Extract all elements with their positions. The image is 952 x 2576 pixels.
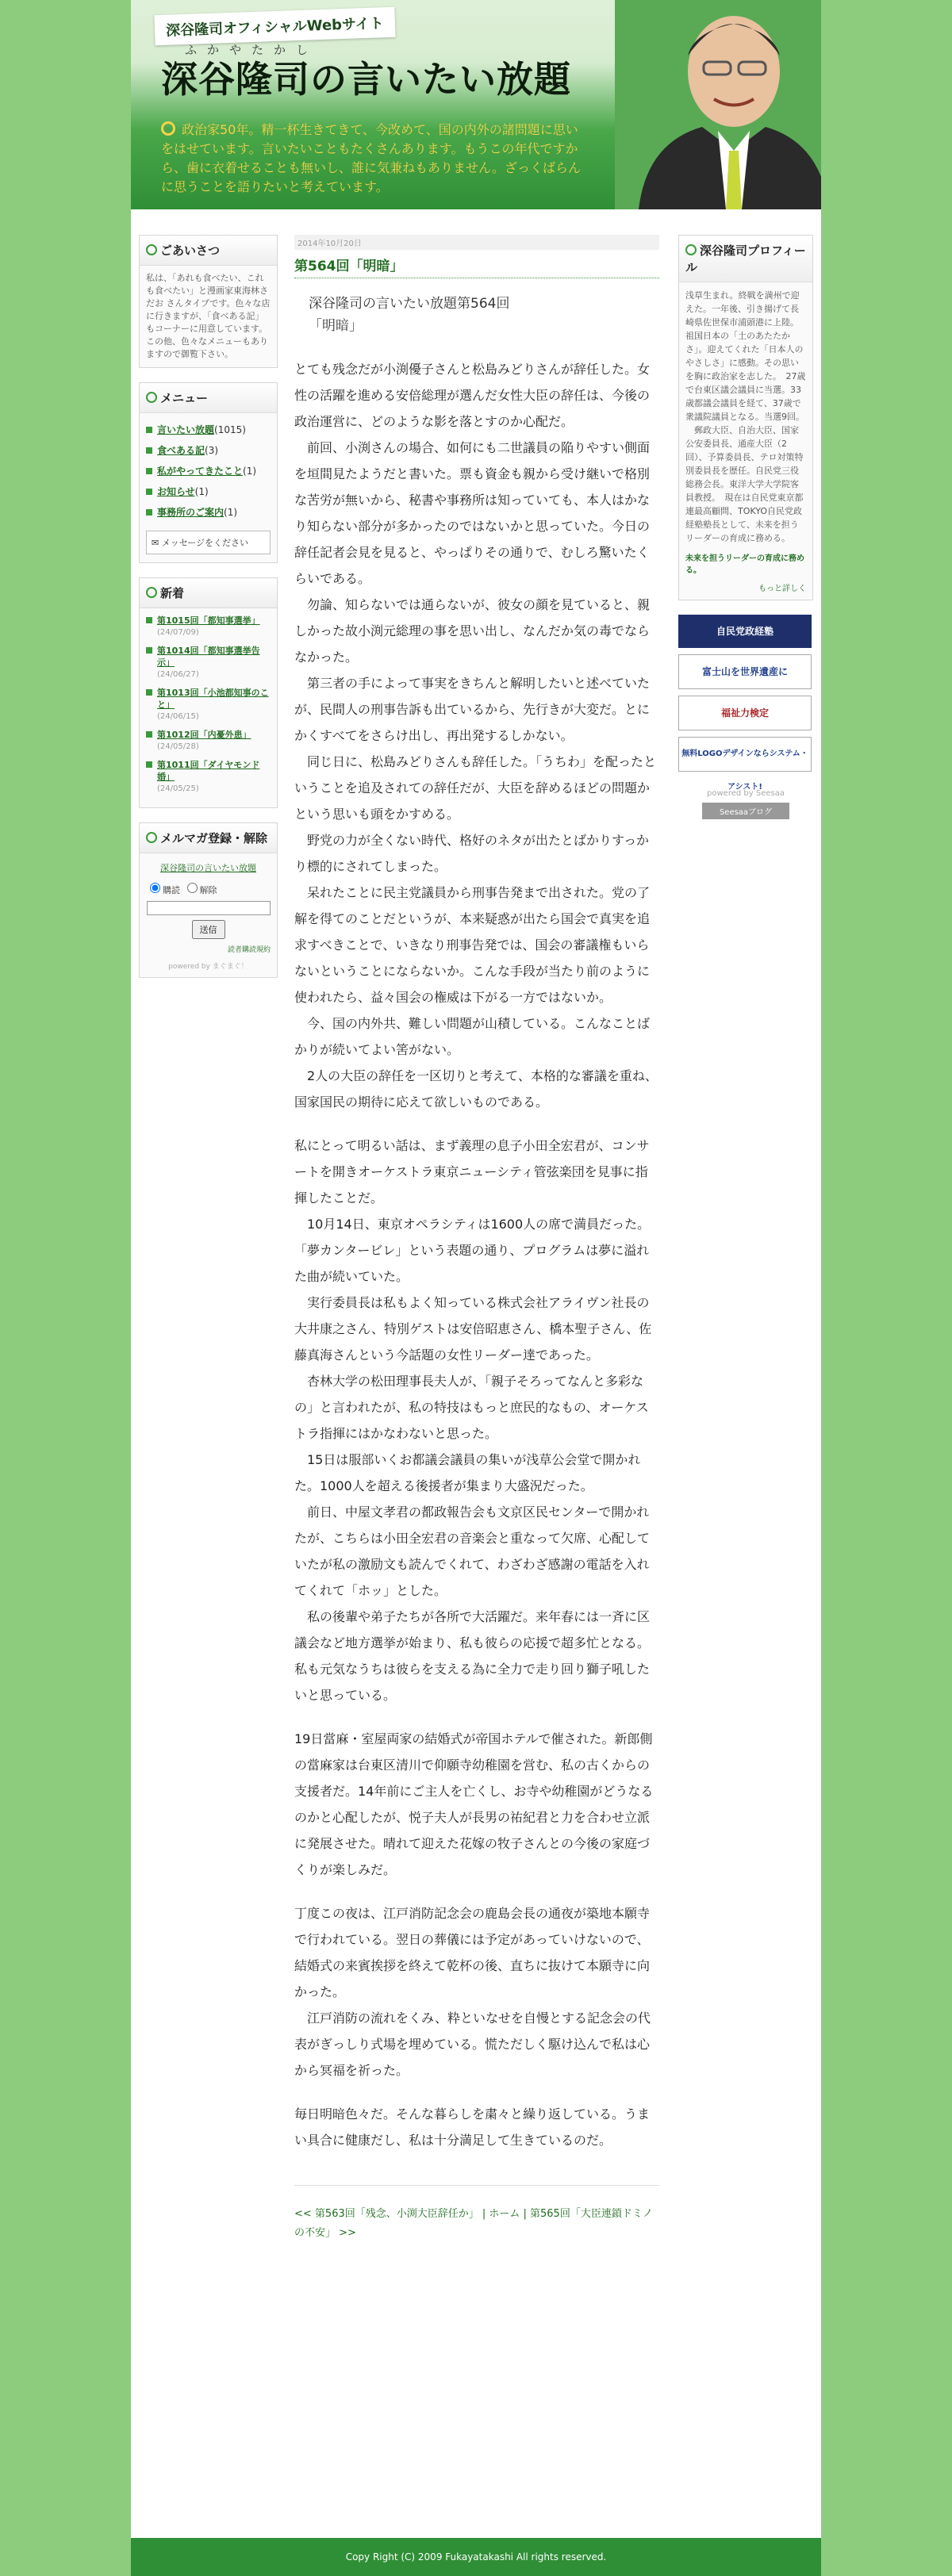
post-paragraph: 19日當麻・室屋両家の結婚式が帝国ホテルで催された。新郎側の當麻家は台東区清川で仰願寺幼稚園を営む、私の古くからの支援者だ。14年前にご主人を亡くし、お寺や幼稚園がどうなるのかと心配したが、悦子夫人が長男の祐紀君と力を合わせ立派に発展させた。晴れて迎えた花嫁の牧子さんとの今後の家庭づくりが楽しみだ。 (294, 1731, 654, 1877)
post-subtitle (294, 293, 659, 337)
news-item[interactable]: 第1013回「小池都知事のこと」 (24/06/15) (146, 687, 271, 723)
site-brand[interactable]: 深谷隆司オフィシャルWebサイト (154, 7, 395, 46)
seesaa-blog-button[interactable]: Seesaaブログ (702, 803, 789, 819)
menu-box (139, 382, 278, 563)
greeting-text: 私は、「あれも食べたい、これも食べたい」と漫画家東海林さだお さんタイプです。色々な店に行きますが、「食べある記」もコーナーに用意しています。この他、色々なメニューもありますので御覧下さい。 (146, 273, 271, 359)
post-body (294, 356, 659, 2153)
magazine-heading: メルマガ登録・解除 (140, 823, 277, 853)
post-date: 2014年10月20日 (294, 235, 659, 250)
site-lead (161, 121, 582, 197)
page (131, 0, 821, 2576)
profile-more-link[interactable]: もっと詳しく (758, 585, 806, 593)
news-box (139, 577, 278, 808)
lead-bullet-icon (161, 121, 175, 136)
post-subtitle-line-2: 「明暗」 (309, 318, 363, 334)
subscribe-radio[interactable] (150, 883, 160, 893)
magazine-link[interactable]: 深谷隆司の言いたい放題 (160, 863, 256, 873)
greeting-box (139, 235, 278, 368)
heading-bullet-icon (685, 244, 697, 255)
title-ruby: ふかやたかし (185, 43, 319, 57)
post-paragraph: 丁度この夜は、江戸消防記念会の鹿島会長の通夜が築地本願寺で行われている。翌日の葬儀には予定があっていけないので、結婚式の来賓挨拶を終えて乾杯の後、直ちに抜けて本願寺に向かった。 江戸消防の流れをくみ、粋といなせを自慢とする記念会の代表がぎっしり式場を埋めている。慌ただしく駆け込んで私は心から冥福を祈った。 (294, 1906, 651, 2078)
profile-text: 浅草生まれ。終戦を満州で迎えた。一年後、引き揚げて長崎県佐世保市浦頭港に上陸。祖国日本の「土のあたたかさ」。迎えてくれた「日本人のやさしさ」に感動。その思いを胸に政治家を志した。 27歳で台東区議会議員に当選。33歳都議会議員を経て、37歳で衆議院議員となる。当選9回。 郵政大臣、自治大臣、国家公安委員長、通産大臣（2回）、予算委員長、テロ対策特別委員長を歴任。自民党三役総務会長。東洋大学大学院客員教授。 現在は自民党東京都連最高顧問、TOKYO自民党政経塾塾長として、未来を担うリーダーの育成に務める。 (685, 290, 806, 543)
news-list (140, 608, 277, 807)
news-item[interactable]: 第1012回「内憂外患」 (24/05/28) (146, 729, 271, 753)
site-title[interactable]: 深谷隆司の言いたい放題 (161, 58, 571, 101)
right-sidebar (678, 235, 813, 824)
menu-bullet-icon (146, 489, 152, 495)
post-paragraph: 毎日明暗色々だ。そんな暮らしを粛々と繰り返している。うまい具合に健康だし、私は十分満足して生きているのだ。 (294, 2106, 651, 2148)
greeting-heading: ごあいさつ (140, 236, 277, 266)
heading-bullet-icon (146, 392, 157, 403)
menu-bullet-icon (146, 468, 152, 474)
banner-logo-design[interactable]: 無料LOGOデザインならシステム・アシスト! (678, 737, 812, 772)
menu-item-yattekita[interactable]: 私がやってきたこと(1) (146, 461, 271, 481)
menu-list (140, 413, 277, 529)
magazine-radio-group: 購読 解除 (140, 880, 277, 896)
profile-box (678, 235, 813, 600)
news-item[interactable]: 第1011回「ダイヤモンド婚」 (24/05/25) (146, 759, 271, 795)
heading-bullet-icon (146, 587, 157, 598)
menu-item-taberuki[interactable]: 食べある記(3) (146, 440, 271, 461)
send-button[interactable]: 送信 (192, 920, 225, 939)
menu-bullet-icon (146, 509, 152, 516)
menu-bullet-icon (146, 447, 152, 454)
post-paragraph: 私にとって明るい話は、まず義理の息子小田全宏君が、コンサートを開きオーケストラ東京ニューシティ管弦楽団を見事に指揮したことだ。 10月14日、東京オペラシティは1600人の席で満員だった。「夢カンタービレ」という表題の通り、プログラムは夢に溢れた曲が続いていた。 実行委員長は私もよく知っている株式会社アライヴン社長の大井康之さん、特別ゲストは安倍昭恵さん、橋本聖子さん、佐藤真海さんという今話題の女性リーダー達であった。 杏林大学の松田理事長夫人が、「親子そろってなんと多彩なの」と言われたが、私の特技はもっと庶民的なもの、オーケストラ指揮にはかなわないと思った。 15日は服部いくお都議会議員の集いが浅草公会堂で開かれた。1000人を超える後援者が集まり大盛況だった。 前日、中屋文孝君の都政報告会も文京区民センターで開かれたが、こちらは小田全宏君の音楽会と重なって欠席、心配していたが私の激励文も読んでくれて、わざわざ感謝の電話を入れてくれて「ホッ」とした。 私の後輩や弟子たちが各所で大活躍だ。来年春には一斉に区議会など地方選挙が始まり、私も彼らの応援で超多忙となる。私も元気なうちは彼らを支える為に全力で走り回り獅子吼したいと思っている。 (294, 1138, 652, 1703)
banner-seikeijuku[interactable]: 自民党政経塾 (678, 615, 812, 648)
profile-heading: 深谷隆司プロフィール (679, 236, 812, 282)
site-header (131, 0, 821, 209)
magazine-powered[interactable]: powered by まぐまぐ！ (168, 963, 248, 971)
menu-heading: メニュー (140, 383, 277, 413)
post-paragraph: とても残念だが小渕優子さんと松島みどりさんが辞任した。女性の活躍を進める安倍総理が選んだ女性大臣の辞任は、今後の政治運営に、どのような影を落とすのか心配だ。 前回、小渕さんの場合、如何にも二世議員の陥りやすい側面を垣間見たようだと書いた。票も資金も親から受け継いで格別な苦労が無いから、秘書や事務所は知っていても、本人はかなり知らない部分が多かったのではないかと思っていた。今日の辞任記者会見を見ると、やっぱりその通りで、むしろ驚いたくらいである。 勿論、知らないでは通らないが、彼女の顔を見ていると、親しかった故小渕元総理の事を思い出し、なんだか気の毒でならなかった。 第三者の手によって事実をきちんと解明したいと述べていたが、民間人の刑事告訴も出ているから、先行きが大変だ。とにかくすべてをさらけ出し、再出発するしかない。 同じ日に、松島みどりさんも辞任した。「うちわ」を配ったということを追及されての辞任だが、大臣を辞めるほどの問題かという思いも頭をかすめる。 野党の力が全くない時代、格好のネタが出たとばかりすっかり標的にされてしまった。 呆れたことに民主党議員から刑事告発まで出された。党の了解を得てのことだというが、本来疑惑が出たら国会で真実を追求すべきことで、いきなり刑事告発では、国会の審議権もいらないということにならないか。こんな手段が当たり前のように使われたら、益々国会の権威は下がる一方ではないか。 今、国の内外共、難しい問題が山積している。こんなことばかりが続いてよい筈がない。 2人の大臣の辞任を一区切りと考えて、本格的な審議を重ね、国家国民の期待に応えて欲しいものである。 (294, 362, 658, 1110)
news-item[interactable]: 第1014回「都知事選挙告示」 (24/06/27) (146, 645, 271, 680)
banner-fukushi[interactable]: 福祉力検定 (678, 696, 812, 730)
profile-link[interactable]: 未来を担うリーダーの育成に務める。 (685, 554, 804, 575)
menu-item-oshirase[interactable]: お知らせ(1) (146, 481, 271, 502)
email-field[interactable] (147, 901, 271, 915)
heading-bullet-icon (146, 832, 157, 843)
menu-bullet-icon (146, 427, 152, 433)
contact-button[interactable]: ✉ メッセージをください (146, 531, 271, 554)
post-title[interactable]: 第564回「明暗」 (294, 255, 659, 278)
news-heading: 新着 (140, 578, 277, 608)
menu-item-iitai-houdai[interactable]: 言いたい放題(1015) (146, 420, 271, 440)
post-subtitle-line-1: 深谷隆司の言いたい放題第564回 (309, 296, 510, 312)
magazine-box (139, 822, 278, 978)
portrait-image (615, 0, 821, 209)
terms-link[interactable]: 読者購読規約 (227, 946, 271, 954)
unsubscribe-radio[interactable] (187, 883, 198, 893)
heading-bullet-icon (146, 244, 157, 255)
left-sidebar (139, 235, 278, 992)
news-item[interactable]: 第1015回「都知事選挙」 (24/07/09) (146, 615, 271, 638)
mail-icon: ✉ (152, 538, 162, 548)
main-content (294, 235, 659, 2243)
lead-text: 政治家50年。精一杯生きてきて、今改めて、国の内外の諸問題に思いをはせています。言いたいこともたくさんあります。もうこの年代ですから、歯に衣着せることも無いし、誰に気兼ねもありません。ざっくばらんに思うことを語りたいと考えています。 (161, 122, 581, 194)
banner-fujisan[interactable]: 富士山を世界遺産に (678, 654, 812, 689)
site-footer: Copy Right (C) 2009 Fukayatakashi All rights reserved. (131, 2538, 821, 2576)
menu-item-office[interactable]: 事務所のご案内(1) (146, 502, 271, 523)
powered-by: powered by Seesaa (707, 789, 785, 798)
post-navigation[interactable]: << 第563回「残念、小渕大臣辞任か」 | ホーム | 第565回「大臣連鎖ドミノの不安」 >> (294, 2185, 659, 2243)
